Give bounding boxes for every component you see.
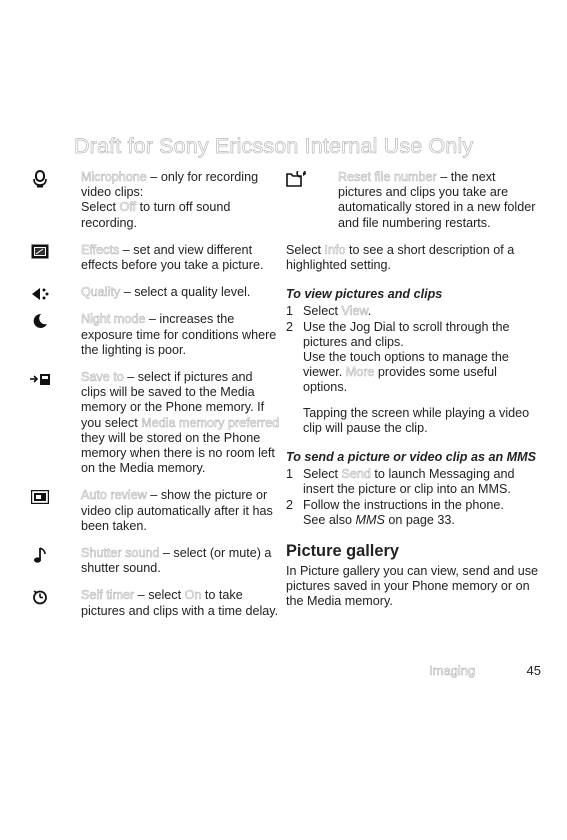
microphone-icon	[29, 170, 51, 188]
step: 2 Use the Jog Dial to scroll through the pictures and clips.	[286, 319, 510, 349]
term: Save to	[81, 370, 124, 385]
section-name: Imaging	[429, 663, 476, 678]
list-item: Quality – select a quality level.	[29, 285, 281, 300]
quality-icon	[29, 285, 51, 303]
term: Effects	[81, 242, 120, 257]
list-item: Night mode – increases the exposure time for conditions where the lighting is poor.	[29, 312, 281, 358]
shutter-sound-icon	[29, 546, 51, 564]
right-column	[286, 170, 542, 620]
self-timer-icon	[29, 588, 51, 606]
term: Send	[341, 467, 371, 482]
list-item: Effects – set and view different effects before you take a picture.	[29, 243, 281, 273]
tapping-paragraph: Tapping the screen while playing a video clip will pause the clip.	[303, 405, 530, 435]
term: Auto review	[81, 488, 147, 503]
extra-text: Select Off to turn off sound recording.	[81, 200, 231, 230]
list-item: Self timer – select On to take pictures and clips with a time delay.	[29, 588, 281, 618]
term: Microphone	[81, 170, 147, 184]
list-item: Save to – select if pictures and clips will be saved to the Media memory or the Phone memory. If you select Media memory preferred they will be stored on the Phone memory when there is no room left on the Media memory.	[29, 370, 281, 476]
send-heading: To send a picture or video clip as an MMS	[286, 450, 537, 465]
list-item: Microphone – only for recording video clips: Select Off to turn off sound recording.	[29, 170, 281, 231]
touch-paragraph: Use the touch options to manage the viewer. More provides some useful options.	[303, 350, 509, 395]
auto-review-icon	[29, 488, 51, 506]
see-also: See also MMS on page 33.	[303, 512, 455, 527]
term: View	[341, 304, 368, 319]
term: Quality	[81, 285, 121, 300]
term: Self timer	[81, 588, 135, 603]
term: Shutter sound	[81, 546, 160, 561]
view-heading: To view pictures and clips	[286, 287, 443, 302]
list-item: Auto review – show the picture or video clip automatically after it has been taken.	[29, 488, 281, 534]
term: Info	[324, 242, 346, 257]
term: More	[345, 365, 375, 380]
list-item: Shutter sound – select (or mute) a shutter sound.	[29, 546, 281, 576]
term: Media memory preferred	[141, 415, 280, 430]
save-to-icon	[29, 370, 51, 388]
term: Night mode	[81, 312, 146, 327]
list-item: Reset file number – the next pictures and clips you take are automatically stored in a new folder and file numbering restarts.	[286, 170, 542, 231]
effects-icon	[29, 243, 51, 261]
step: 1 Select View.	[286, 304, 372, 319]
page-number: 45	[526, 663, 541, 678]
term: Reset file number	[338, 170, 437, 184]
reset-file-number-icon	[286, 170, 308, 188]
term: On	[184, 588, 202, 603]
term-off: Off	[119, 200, 137, 215]
info-paragraph: Select Info to see a short description of a highlighted setting.	[286, 242, 515, 273]
gallery-heading: Picture gallery	[286, 542, 399, 561]
night-mode-icon	[29, 312, 51, 330]
step: 1 Select Send to launch Messaging and insert the picture or clip into an MMS.	[286, 467, 515, 497]
left-column	[29, 170, 281, 631]
gallery-paragraph: In Picture gallery you can view, send and use pictures saved in your Phone memory or on the Media memory.	[286, 564, 539, 609]
step: 2 Follow the instructions in the phone.	[286, 497, 504, 512]
watermark: Draft for Sony Ericsson Internal Use Only	[74, 134, 474, 158]
